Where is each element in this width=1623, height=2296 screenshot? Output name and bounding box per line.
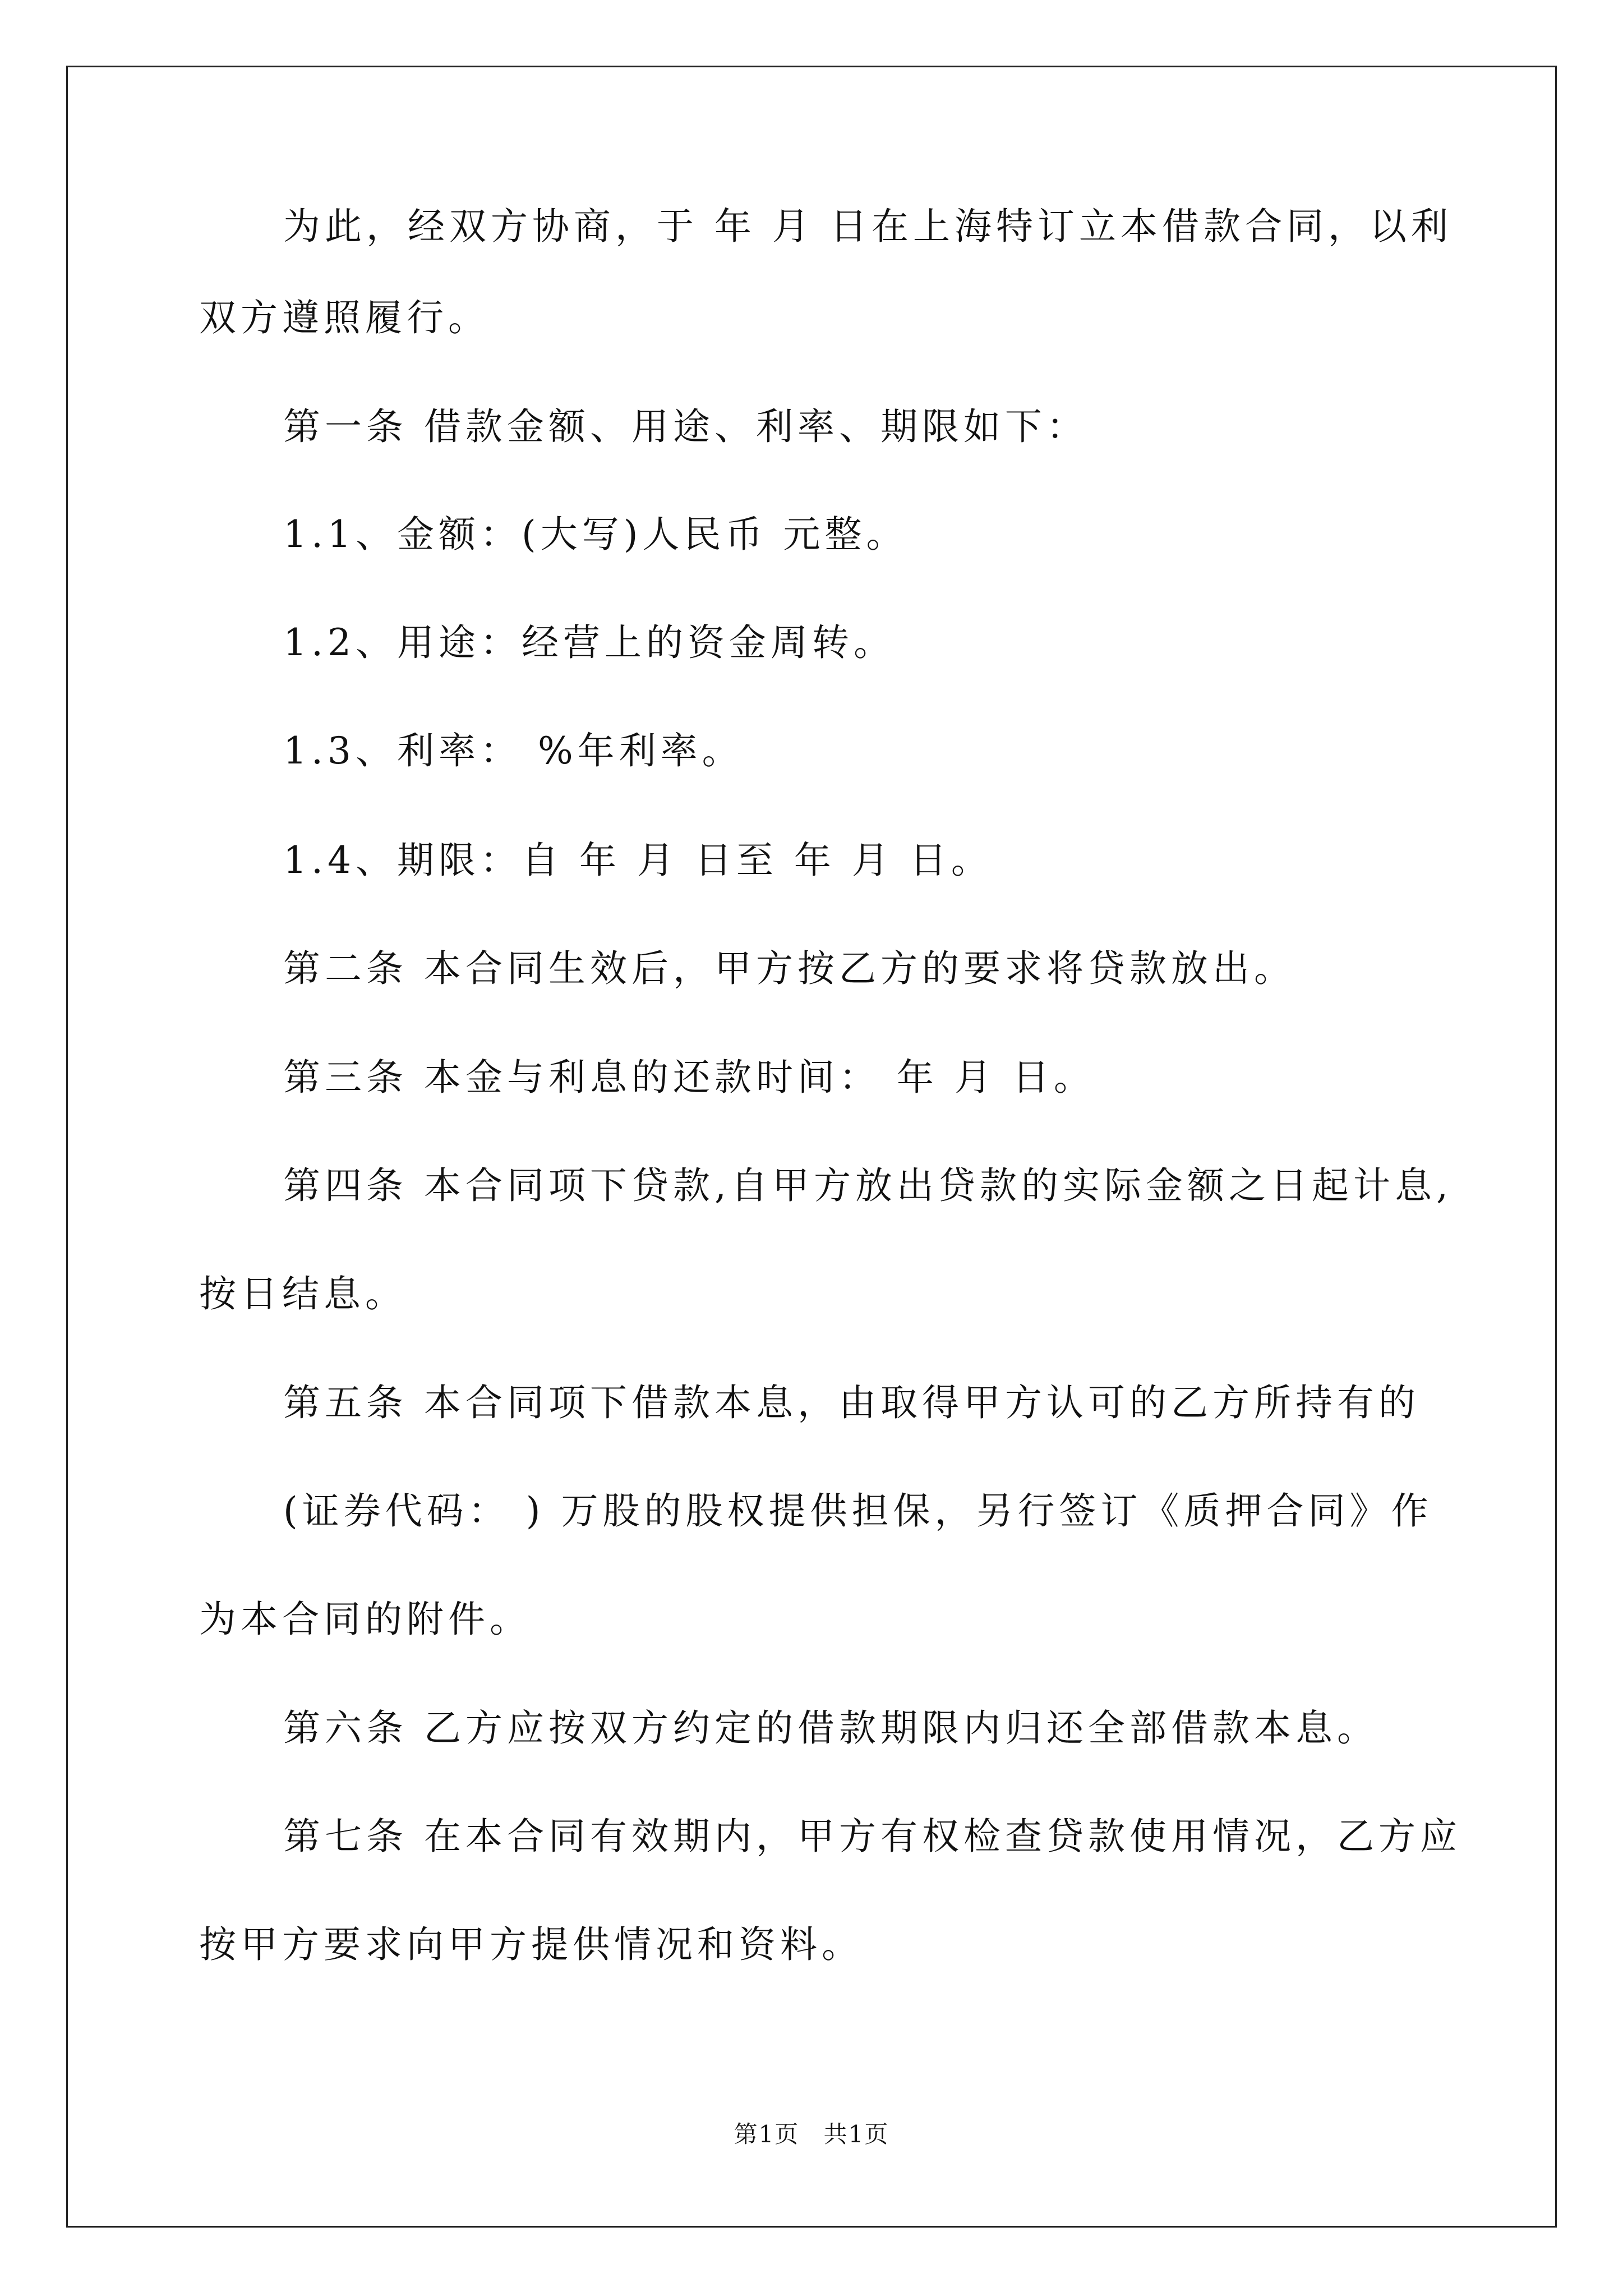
paragraph: 第七条 在本合同有效期内，甲方有权检查贷款使用情况，乙方应 (283, 1815, 1461, 1858)
paragraph: 为本合同的附件。 (199, 1598, 531, 1641)
paragraph: 1.2、用途：经营上的资金周转。 (283, 621, 895, 664)
page-border (66, 66, 1557, 2228)
paragraph: 按日结息。 (199, 1272, 407, 1315)
paragraph: 第四条 本合同项下贷款,自甲方放出贷款的实际金额之日起计息, (283, 1164, 1453, 1207)
paragraph: 第六条 乙方应按双方约定的借款期限内归还全部借款本息。 (283, 1706, 1378, 1750)
paragraph: 第三条 本金与利息的还款时间： 年 月 日。 (283, 1056, 1095, 1099)
paragraph: (证券代码： ) 万股的股权提供担保，另行签订《质押合同》作 (283, 1489, 1433, 1533)
paragraph: 第二条 本合同生效后，甲方按乙方的要求将贷款放出。 (283, 947, 1295, 990)
paragraph: 第一条 借款金额、用途、利率、期限如下： (283, 405, 1088, 448)
paragraph: 双方遵照履行。 (199, 296, 490, 339)
page-footer (0, 2116, 1623, 2150)
page-number-total: 共1页 (823, 2120, 889, 2148)
page-number-current: 第1页 (734, 2120, 800, 2148)
paragraph: 为此，经双方协商，于 年 月 日在上海特订立本借款合同，以利 (283, 205, 1453, 248)
paragraph: 1.3、利率： %年利率。 (283, 729, 744, 772)
paragraph: 按甲方要求向甲方提供情况和资料。 (199, 1923, 863, 1966)
paragraph: 1.4、期限：自 年 月 日至 年 月 日。 (283, 839, 993, 882)
paragraph: 第五条 本合同项下借款本息，由取得甲方认可的乙方所持有的 (283, 1381, 1420, 1424)
paragraph: 1.1、金额：(大写)人民币 元整。 (283, 513, 908, 556)
